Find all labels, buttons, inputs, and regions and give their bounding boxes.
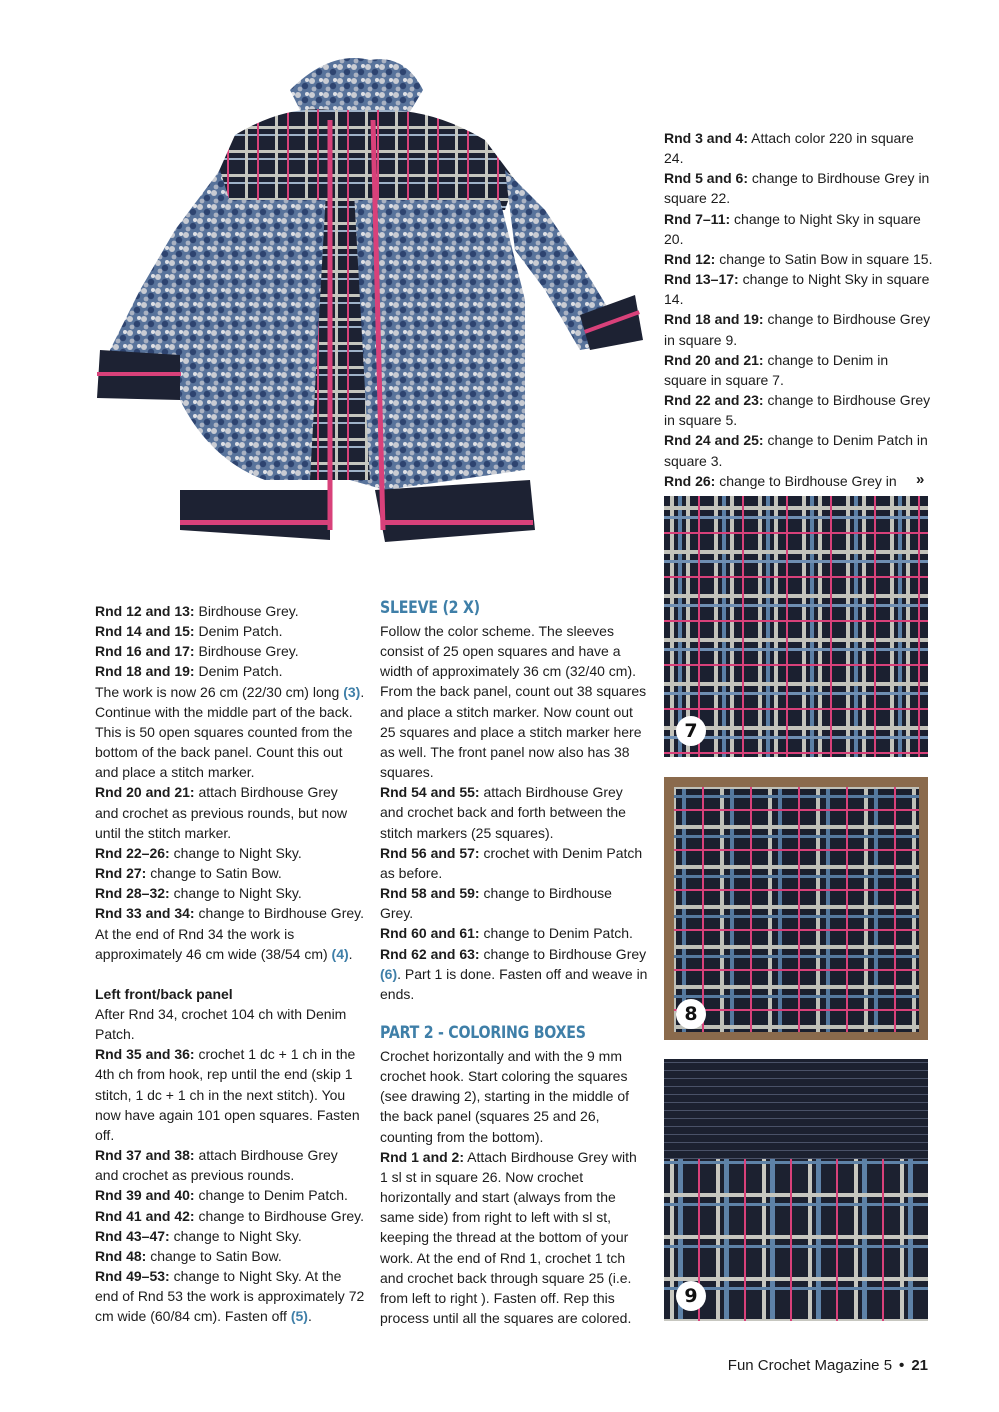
sleeve-heading: SLEEVE (2 X) — [380, 598, 480, 617]
instruction-line: Rnd 13–17: change to Night Sky in square 14. — [664, 271, 930, 308]
instruction-line: Rnd 24 and 25: change to Denim Patch in square 3. — [664, 432, 928, 469]
instruction-line: Rnd 28–32: change to Night Sky. — [95, 885, 302, 902]
left-column — [95, 601, 365, 1326]
rnd-62-paragraph: Rnd 62 and 63: change to Birdhouse Grey (6). Part 1 is done. Fasten off and weave in ends. — [380, 945, 648, 1002]
photo-9 — [664, 1059, 928, 1321]
rnd-49-paragraph: Rnd 49–53: change to Night Sky. At the end of Rnd 53 the work is approximately 72 cm wide (60/84 cm). Fasten off (5). — [95, 1268, 365, 1325]
left-block3 — [95, 1044, 365, 1266]
top-right-instructions — [664, 128, 934, 491]
middle-column — [380, 597, 648, 1328]
instruction-line: Rnd 14 and 15: Denim Patch. — [95, 623, 283, 640]
left-block2 — [95, 782, 365, 903]
instruction-line: Rnd 22 and 23: change to Birdhouse Grey in square 5. — [664, 392, 931, 429]
instruction-line: Rnd 18 and 19: change to Birdhouse Grey in square 9. — [664, 311, 931, 348]
instruction-line: Rnd 26: change to Birdhouse Grey in — [664, 472, 897, 489]
left-front-back-heading: Left front/back panel — [95, 985, 233, 1002]
footer-separator: • — [899, 1357, 905, 1374]
instruction-line: Rnd 7–11: change to Night Sky in square 20. — [664, 210, 921, 247]
instruction-line: Rnd 35 and 36: crochet 1 dc + 1 ch in the 4th ch from hook, rep until the end (skip 1 stitch, 1 dc + 1 ch in the next stitch). You now have again 101 open squares. Fasten off. — [95, 1046, 360, 1143]
instruction-line: Rnd 12: change to Satin Bow in square 15. — [664, 250, 933, 267]
plaid-photo-image — [664, 777, 928, 1040]
instruction-line: Rnd 56 and 57: crochet with Denim Patch as before. — [380, 844, 643, 881]
magazine-name: Fun Crochet Magazine 5 — [727, 1357, 893, 1374]
mid-block1 — [380, 782, 648, 943]
instruction-line: Rnd 12 and 13: Birdhouse Grey. — [95, 603, 299, 619]
left-block1 — [95, 601, 365, 682]
instruction-line: Rnd 27: change to Satin Bow. — [95, 865, 282, 882]
page-footer — [728, 1357, 928, 1374]
rnd-33-paragraph: Rnd 33 and 34: change to Birdhouse Grey. At the end of Rnd 34 the work is approximately 46 cm wide (38/54 cm) (4). — [95, 905, 364, 962]
instruction-line: Rnd 39 and 40: change to Denim Patch. — [95, 1187, 348, 1204]
instruction-line: Rnd 54 and 55: attach Birdhouse Grey and crochet back and forth between the stitch markers (25 squares). — [380, 784, 626, 841]
instruction-line: Rnd 22–26: change to Night Sky. — [95, 844, 302, 861]
instruction-line: Rnd 20 and 21: attach Birdhouse Grey and crochet as previous rounds, but now until the stitch marker. — [95, 784, 348, 841]
after-rnd34-paragraph: After Rnd 34, crochet 104 ch with Denim Patch. — [95, 1005, 347, 1043]
page-number: 21 — [911, 1357, 928, 1374]
back-length-paragraph: The work is now 26 cm (22/30 cm) long (3). Continue with the middle part of the back. This is 50 open squares counted from the bottom of the back panel. Count this out and place a stitch marker. — [95, 683, 365, 781]
coat-photo — [85, 50, 645, 570]
instruction-line: Rnd 3 and 4: Attach color 220 in square 24. — [664, 130, 914, 167]
instruction-line: Rnd 58 and 59: change to Birdhouse Grey. — [380, 885, 612, 922]
sleeve-paragraph: Follow the color scheme. The sleeves consist of 25 open squares and have a width of approximately 36 cm (32/40 cm). From the back panel, count out 38 squares and place a stitch marker. Now count out 25 squares and place a stitch marker here as well. The front panel now also has 38 squares. — [380, 623, 647, 781]
instruction-line: Rnd 37 and 38: attach Birdhouse Grey and crochet as previous rounds. — [95, 1147, 338, 1184]
instruction-line: Rnd 16 and 17: Birdhouse Grey. — [95, 643, 299, 660]
instruction-line: Rnd 18 and 19: Denim Patch. — [95, 663, 283, 680]
plaid-photo-image — [664, 496, 928, 757]
instruction-line: Rnd 43–47: change to Night Sky. — [95, 1227, 302, 1244]
rnd-1-paragraph: Rnd 1 and 2: Attach Birdhouse Grey with 1 sl st in square 26. Now crochet horizontally and start (always from the same side) from right to left with sl st, keeping the thread at the bottom of your work. At the end of Rnd 1, crochet 1 tch and crochet back through square 25 (i.e. from left to right ). Fasten off. Rep this process until all the squares are colored. — [380, 1148, 637, 1326]
photo-number-badge: 8 — [676, 999, 706, 1029]
instruction-line: Rnd 20 and 21: change to Denim in square in square 7. — [664, 351, 889, 388]
photo-number-badge: 7 — [676, 716, 706, 746]
photo-number-badge: 9 — [676, 1281, 706, 1311]
plaid-photo-image — [664, 1059, 928, 1321]
part2-paragraph: Crochet horizontally and with the 9 mm crochet hook. Start coloring the squares (see drawing 2), starting in the middle of the back panel (squares 25 and 26, counting from the bottom). — [380, 1047, 630, 1145]
instruction-line: Rnd 48: change to Satin Bow. — [95, 1247, 282, 1264]
part2-heading: PART 2 - COLORING BOXES — [380, 1022, 586, 1042]
instruction-line: Rnd 41 and 42: change to Birdhouse Grey. — [95, 1207, 364, 1224]
photo-8 — [664, 777, 928, 1040]
continue-arrow-icon: » — [916, 471, 925, 488]
instruction-line: Rnd 5 and 6: change to Birdhouse Grey in square 22. — [664, 170, 930, 207]
instruction-line: Rnd 60 and 61: change to Denim Patch. — [380, 925, 633, 942]
photo-7 — [664, 496, 928, 757]
